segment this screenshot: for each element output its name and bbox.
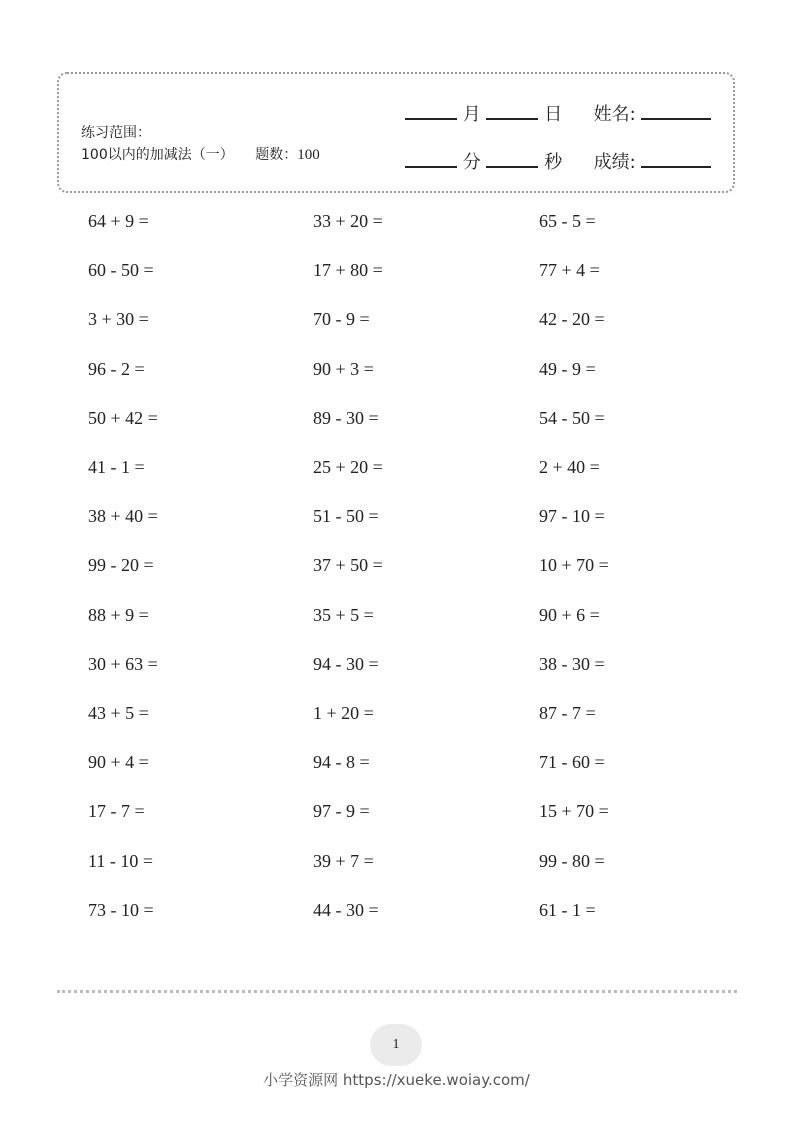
problem-item: 10 + 70 = bbox=[539, 555, 609, 576]
count-label: 题数： bbox=[255, 147, 298, 163]
problem-item: 17 + 80 = bbox=[313, 260, 383, 281]
practice-range bbox=[81, 122, 320, 166]
score-blank[interactable] bbox=[641, 148, 711, 168]
problem-item: 44 - 30 = bbox=[313, 899, 379, 920]
date-name-row bbox=[405, 100, 711, 126]
range-label: 练习范围： bbox=[81, 125, 151, 141]
problem-item: 33 + 20 = bbox=[313, 211, 383, 231]
problem-item: 42 - 20 = bbox=[539, 309, 605, 330]
problem-item: 1 + 20 = bbox=[313, 703, 374, 723]
problem-item: 2 + 40 = bbox=[539, 457, 600, 477]
problem-item: 90 + 4 = bbox=[88, 752, 149, 773]
page-number: 1 bbox=[370, 1024, 422, 1066]
problem-item: 94 - 8 = bbox=[313, 752, 370, 773]
problem-item: 35 + 5 = bbox=[313, 604, 374, 625]
problem-item: 87 - 7 = bbox=[539, 703, 596, 723]
second-blank[interactable] bbox=[486, 148, 538, 168]
problem-item: 89 - 30 = bbox=[313, 407, 379, 428]
time-score-row bbox=[405, 148, 711, 174]
problem-item: 60 - 50 = bbox=[88, 260, 154, 281]
month-label: 月 bbox=[462, 104, 481, 125]
problem-item: 17 - 7 = bbox=[88, 801, 145, 822]
problem-item: 25 + 20 = bbox=[313, 457, 383, 477]
problem-item: 73 - 10 = bbox=[88, 899, 154, 920]
problem-item: 38 + 40 = bbox=[88, 506, 158, 527]
count-value: 100 bbox=[297, 147, 320, 163]
problem-item: 64 + 9 = bbox=[88, 211, 149, 231]
problem-item: 96 - 2 = bbox=[88, 358, 145, 379]
score-label: 成绩: bbox=[593, 152, 636, 173]
problem-item: 39 + 7 = bbox=[313, 850, 374, 871]
problem-item: 41 - 1 = bbox=[88, 457, 145, 477]
problem-item: 38 - 30 = bbox=[539, 653, 605, 674]
problem-item: 97 - 10 = bbox=[539, 506, 605, 527]
problem-item: 90 + 3 = bbox=[313, 358, 374, 379]
problem-item: 88 + 9 = bbox=[88, 604, 149, 625]
problem-item: 90 + 6 = bbox=[539, 604, 600, 625]
problem-item: 70 - 9 = bbox=[313, 309, 370, 330]
problem-item: 49 - 9 = bbox=[539, 358, 596, 379]
name-blank[interactable] bbox=[641, 100, 711, 120]
problem-item: 30 + 63 = bbox=[88, 653, 158, 674]
minute-blank[interactable] bbox=[405, 148, 457, 168]
month-blank[interactable] bbox=[405, 100, 457, 120]
problem-item: 43 + 5 = bbox=[88, 703, 149, 723]
problem-item: 77 + 4 = bbox=[539, 260, 600, 281]
minute-label: 分 bbox=[462, 152, 481, 173]
second-label: 秒 bbox=[544, 152, 563, 173]
day-label: 日 bbox=[544, 104, 563, 125]
problem-item: 97 - 9 = bbox=[313, 801, 370, 822]
site-attribution: 小学资源网 https://xueke.woiay.com/ bbox=[263, 1071, 530, 1089]
footer-divider bbox=[57, 990, 737, 993]
problem-item: 11 - 10 = bbox=[88, 850, 153, 871]
problem-item: 99 - 80 = bbox=[539, 850, 605, 871]
range-description: 100以内的加减法（一） bbox=[81, 147, 234, 163]
problem-item: 99 - 20 = bbox=[88, 555, 154, 576]
problem-item: 51 - 50 = bbox=[313, 506, 379, 527]
problem-item: 65 - 5 = bbox=[539, 211, 596, 231]
problem-item: 3 + 30 = bbox=[88, 309, 149, 330]
problem-item: 71 - 60 = bbox=[539, 752, 605, 773]
problem-item: 61 - 1 = bbox=[539, 899, 596, 920]
day-blank[interactable] bbox=[486, 100, 538, 120]
worksheet-header bbox=[57, 72, 735, 193]
problem-item: 50 + 42 = bbox=[88, 407, 158, 428]
name-label: 姓名: bbox=[593, 104, 636, 125]
problem-item: 54 - 50 = bbox=[539, 407, 605, 428]
problem-item: 15 + 70 = bbox=[539, 801, 609, 822]
problem-item: 37 + 50 = bbox=[313, 555, 383, 576]
problem-item: 94 - 30 = bbox=[313, 653, 379, 674]
